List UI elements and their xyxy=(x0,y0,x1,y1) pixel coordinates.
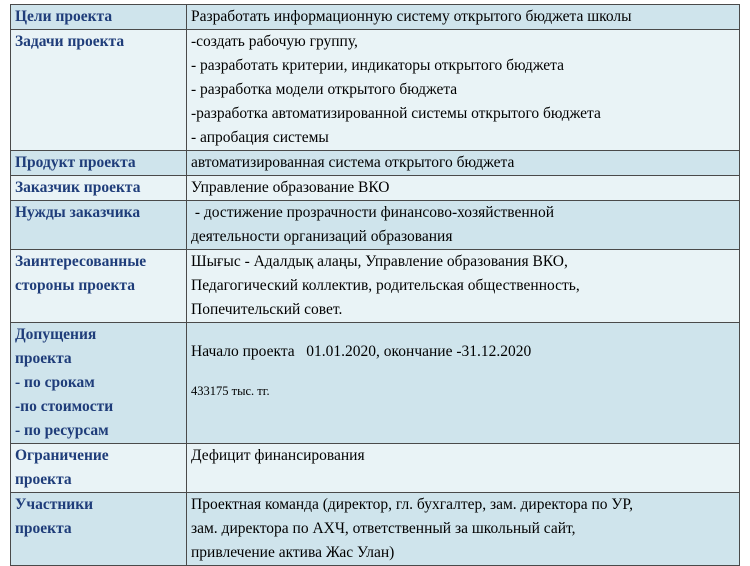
label-line: Заказчик проекта xyxy=(15,179,141,196)
table-row xyxy=(11,5,740,30)
table-row xyxy=(11,323,740,444)
row-value-constraints xyxy=(187,444,740,493)
label-line: - по ресурсам xyxy=(15,422,109,439)
value-line: - достижение прозрачности финансово-хозяйственной xyxy=(191,204,555,221)
label-line: проекта xyxy=(15,350,72,367)
value-line: зам. директора по АХЧ, ответственный за школьный сайт, xyxy=(191,520,576,537)
value-line: Управление образование ВКО xyxy=(191,179,390,196)
value-line: Проектная команда (директор, гл. бухгалтер, зам. директора по УР, xyxy=(191,496,633,513)
row-value-assumptions xyxy=(187,323,740,444)
row-label-customer xyxy=(11,176,187,201)
row-value-stakeholders xyxy=(187,250,740,323)
value-line: - разработать критерии, индикаторы открытого бюджета xyxy=(191,57,564,74)
row-label-constraints xyxy=(11,444,187,493)
row-label-needs xyxy=(11,201,187,250)
row-value-tasks xyxy=(187,30,740,151)
row-value-customer xyxy=(187,176,740,201)
value-line: -разработка автоматизированной системы открытого бюджета xyxy=(191,105,601,122)
value-line: 433175 тыс. тг. xyxy=(191,384,270,398)
label-line: Нужды заказчика xyxy=(15,204,141,221)
value-line: Шығыс - Адалдық алаңы, Управление образования ВКО, xyxy=(191,253,568,270)
row-value-needs xyxy=(187,201,740,250)
value-line: автоматизированная система открытого бюджета xyxy=(191,154,515,171)
table-row xyxy=(11,493,740,566)
table-row xyxy=(11,30,740,151)
label-line: Участники xyxy=(15,496,94,513)
project-passport-table xyxy=(10,4,740,566)
label-line: - по срокам xyxy=(15,374,95,391)
value-line: Начало проекта 01.01.2020, окончание -31.12.2020 xyxy=(191,343,532,360)
value-line: привлечение актива Жас Улан) xyxy=(191,544,395,561)
label-line: Ограничение xyxy=(15,447,109,464)
spacer xyxy=(191,364,735,381)
label-line: Цели проекта xyxy=(15,8,113,25)
value-line: Разработать информационную систему открытого бюджета школы xyxy=(191,8,632,25)
label-line: проекта xyxy=(15,520,72,537)
row-value-product xyxy=(187,151,740,176)
value-line: -создать рабочую группу, xyxy=(191,33,358,50)
label-line: Заинтересованные xyxy=(15,253,147,270)
table-row xyxy=(11,201,740,250)
value-line: - разработка модели открытого бюджета xyxy=(191,81,458,98)
row-value-goals xyxy=(187,5,740,30)
table-row xyxy=(11,151,740,176)
value-line: - апробация системы xyxy=(191,129,329,146)
row-label-goals xyxy=(11,5,187,30)
table-row xyxy=(11,250,740,323)
row-label-stakeholders xyxy=(11,250,187,323)
value-line: деятельности организаций образования xyxy=(191,228,453,245)
row-label-assumptions xyxy=(11,323,187,444)
table-row xyxy=(11,176,740,201)
value-line: Педагогический коллектив, родительская общественность, xyxy=(191,277,580,294)
table-row xyxy=(11,444,740,493)
label-line: стороны проекта xyxy=(15,277,135,294)
row-value-participants xyxy=(187,493,740,566)
spacer xyxy=(191,323,735,340)
row-label-participants xyxy=(11,493,187,566)
label-line: -по стоимости xyxy=(15,398,114,415)
value-line: Попечительский совет. xyxy=(191,301,343,318)
row-label-tasks xyxy=(11,30,187,151)
label-line: Продукт проекта xyxy=(15,154,136,171)
label-line: Допущения xyxy=(15,326,97,343)
row-label-product xyxy=(11,151,187,176)
label-line: Задачи проекта xyxy=(15,33,125,50)
value-line: Дефицит финансирования xyxy=(191,447,365,464)
label-line: проекта xyxy=(15,471,72,488)
